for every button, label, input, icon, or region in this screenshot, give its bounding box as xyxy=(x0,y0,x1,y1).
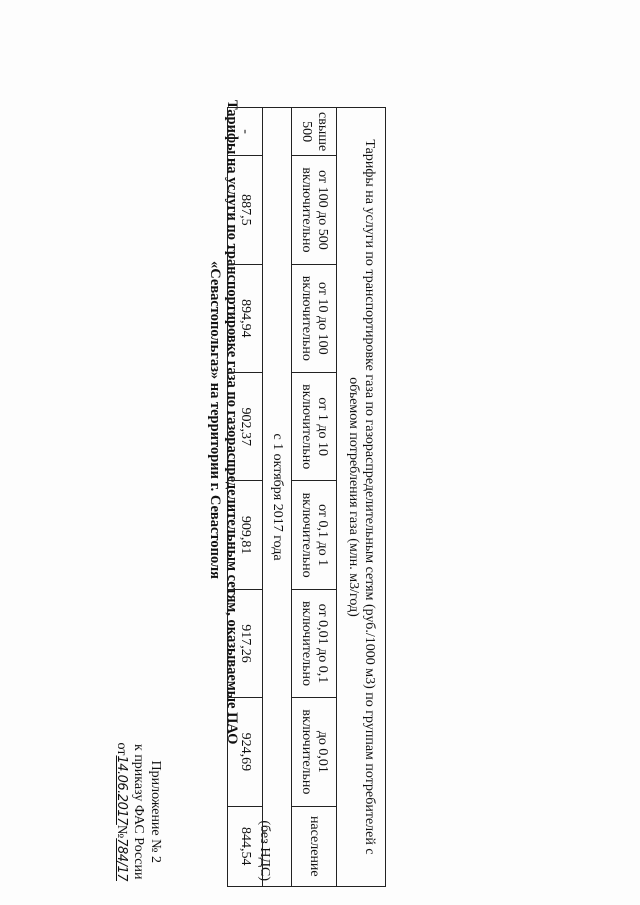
tariff-value: 887,5 xyxy=(228,156,263,264)
title-line-1: Тарифы на услуги по транспортировке газа по газораспределительным сетям, оказываемые ПАО xyxy=(224,100,240,745)
table-header-main: Тарифы на услуги по транспортировке газа по газораспределительным сетям (руб./1000 м3) по группам потребителей с объемом потребления газа (млн. м3/год) xyxy=(337,108,386,887)
band-label: от 0,1 до 1 xyxy=(315,504,330,567)
tariff-value: 894,94 xyxy=(228,264,263,372)
appendix-line-1: Приложение № 2 xyxy=(148,760,163,863)
order-number: 784/17 xyxy=(114,838,129,881)
appendix-line-2: к приказу ФАС России xyxy=(131,744,146,880)
tariff-value: 902,37 xyxy=(228,373,263,481)
band-cell xyxy=(292,481,337,589)
tariff-value: - xyxy=(228,108,263,156)
band-cell xyxy=(292,806,337,886)
band-label: включительно xyxy=(299,275,314,361)
order-number-sign: № xyxy=(114,824,129,839)
band-label: включительно xyxy=(299,167,314,253)
tariff-value: 917,26 xyxy=(228,589,263,697)
band-label: включительно xyxy=(299,709,314,795)
band-label: свыше xyxy=(315,112,330,152)
band-cell xyxy=(292,589,337,697)
band-label: до 0,01 xyxy=(315,730,330,773)
band-cell xyxy=(292,264,337,372)
band-label: население xyxy=(307,815,322,877)
order-date-prefix: от xyxy=(114,742,129,756)
title-line-2: «Севастопольгаз» на территории г. Севастополя xyxy=(207,260,223,579)
tariff-table xyxy=(227,107,386,887)
tariff-value: 924,69 xyxy=(228,698,263,806)
tariff-value: 844,54 xyxy=(228,806,263,886)
band-label: от 1 до 10 xyxy=(315,397,330,456)
band-cell xyxy=(292,698,337,806)
values-row xyxy=(228,108,263,887)
band-cell xyxy=(292,108,337,156)
band-row xyxy=(292,108,337,887)
tariff-value: 909,81 xyxy=(228,481,263,589)
band-cell xyxy=(292,156,337,264)
band-label: 500 xyxy=(299,121,314,143)
appendix-header xyxy=(113,743,164,881)
order-date: 14.06.2017 xyxy=(114,755,129,825)
band-cell xyxy=(292,373,337,481)
vat-note: (без НДС) xyxy=(257,820,272,881)
appendix-line-3 xyxy=(113,743,130,881)
band-label: включительно xyxy=(299,600,314,687)
band-label: от 10 до 100 xyxy=(315,282,330,355)
band-label: включительно xyxy=(299,384,314,470)
period-label: с 1 октября 2017 года xyxy=(263,108,292,887)
band-label: от 0,01 до 0,1 xyxy=(315,603,330,684)
band-label: от 100 до 500 xyxy=(315,170,330,250)
band-label: включительно xyxy=(299,492,314,578)
